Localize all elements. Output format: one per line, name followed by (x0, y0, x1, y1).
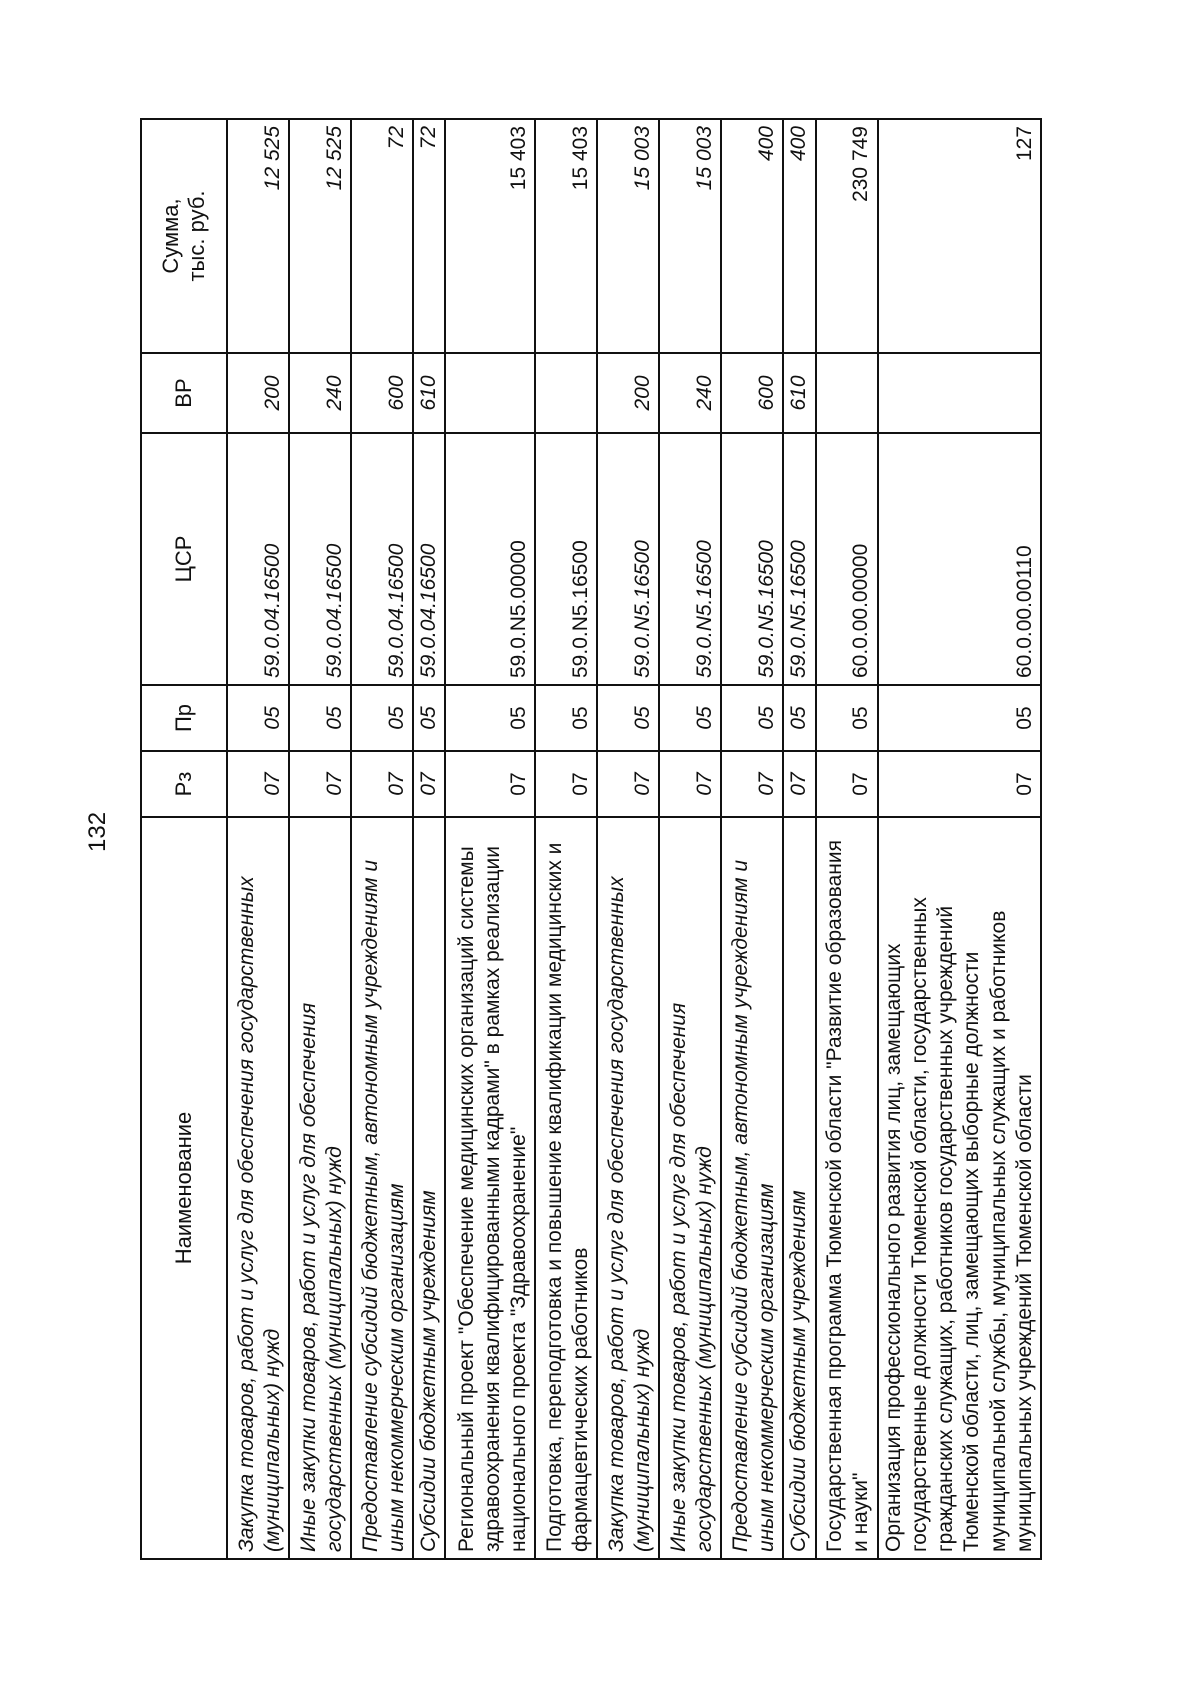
row-csr-cell: 59.0.N5.16500 (659, 433, 721, 685)
header-vr: ВР (141, 353, 227, 433)
row-name-cell: Субсидии бюджетным учреждениям (783, 817, 815, 1559)
row-name-cell: Предоставление субсидий бюджетным, автономным учреждениям и иным некоммерческим организациям (351, 817, 413, 1559)
row-sum-cell: 400 (721, 119, 783, 353)
row-rz-cell: 07 (783, 751, 815, 817)
row-csr-cell: 59.0.04.16500 (413, 433, 445, 685)
header-sum-line2: тыс. руб. (184, 190, 209, 282)
row-vr-cell: 600 (351, 353, 413, 433)
row-csr-cell: 59.0.04.16500 (289, 433, 351, 685)
row-vr-cell: 200 (227, 353, 289, 433)
row-csr-cell: 59.0.04.16500 (351, 433, 413, 685)
row-name-cell: Предоставление субсидий бюджетным, автономным учреждениям и иным некоммерческим организациям (721, 817, 783, 1559)
row-pr-cell: 05 (659, 685, 721, 751)
row-pr-cell: 05 (413, 685, 445, 751)
table-row (413, 119, 445, 1559)
header-csr: ЦСР (141, 433, 227, 685)
table-row (878, 119, 1042, 1559)
header-sum (141, 119, 227, 353)
row-vr-cell: 200 (597, 353, 659, 433)
table-row (659, 119, 721, 1559)
row-sum-cell: 15 403 (535, 119, 597, 353)
row-pr-cell: 05 (351, 685, 413, 751)
row-pr-cell: 05 (597, 685, 659, 751)
row-sum-cell: 127 (878, 119, 1042, 353)
row-vr-cell: 610 (413, 353, 445, 433)
row-sum-cell: 15 003 (659, 119, 721, 353)
table-row (351, 119, 413, 1559)
row-sum-cell: 12 525 (227, 119, 289, 353)
row-csr-cell: 60.0.00.00110 (878, 433, 1042, 685)
row-rz-cell: 07 (878, 751, 1042, 817)
row-pr-cell: 05 (289, 685, 351, 751)
row-rz-cell: 07 (721, 751, 783, 817)
header-name: Наименование (141, 817, 227, 1559)
row-sum-cell: 72 (351, 119, 413, 353)
row-vr-cell: 240 (289, 353, 351, 433)
budget-table (140, 118, 1042, 1560)
table-row (445, 119, 535, 1559)
row-rz-cell: 07 (659, 751, 721, 817)
row-name-cell: Государственная программа Тюменской области "Развитие образования и науки" (816, 817, 878, 1559)
row-csr-cell: 59.0.N5.00000 (445, 433, 535, 685)
row-sum-cell: 12 525 (289, 119, 351, 353)
row-sum-cell: 15 403 (445, 119, 535, 353)
row-pr-cell: 05 (227, 685, 289, 751)
row-rz-cell: 07 (535, 751, 597, 817)
page-number: 132 (84, 811, 111, 852)
row-rz-cell: 07 (351, 751, 413, 817)
row-name-cell: Закупка товаров, работ и услуг для обеспечения государственных (муниципальных) нужд (597, 817, 659, 1559)
row-pr-cell: 05 (878, 685, 1042, 751)
row-sum-cell: 15 003 (597, 119, 659, 353)
table-row (227, 119, 289, 1559)
row-name-cell: Организация профессионального развития лиц, замещающих государственные должности Тюменской области, государственных гражданских служащих, работников государственных учреждений Тюменской области, лиц, замещающих выборные должности муниципальной службы, муниципальных служащих и работников муниципальных учреждений Тюменской области (878, 817, 1042, 1559)
row-sum-cell: 400 (783, 119, 815, 353)
row-name-cell: Иные закупки товаров, работ и услуг для обеспечения государственных (муниципальных) нужд (289, 817, 351, 1559)
row-name-cell: Подготовка, переподготовка и повышение квалификации медицинских и фармацевтических работников (535, 817, 597, 1559)
table-row (816, 119, 878, 1559)
row-vr-cell (878, 353, 1042, 433)
row-name-cell: Закупка товаров, работ и услуг для обеспечения государственных (муниципальных) нужд (227, 817, 289, 1559)
header-row (141, 119, 227, 1559)
row-sum-cell: 230 749 (816, 119, 878, 353)
row-rz-cell: 07 (816, 751, 878, 817)
row-csr-cell: 59.0.N5.16500 (721, 433, 783, 685)
row-name-cell: Региональный проект "Обеспечение медицинских организаций системы здравоохранения квалифицированными кадрами" в рамках реализации национального проекта "Здравоохранение" (445, 817, 535, 1559)
row-vr-cell (535, 353, 597, 433)
row-rz-cell: 07 (413, 751, 445, 817)
row-sum-cell: 72 (413, 119, 445, 353)
header-pr: Пр (141, 685, 227, 751)
table-row (535, 119, 597, 1559)
table-row (783, 119, 815, 1559)
row-pr-cell: 05 (783, 685, 815, 751)
row-rz-cell: 07 (289, 751, 351, 817)
row-pr-cell: 05 (445, 685, 535, 751)
row-vr-cell (445, 353, 535, 433)
row-vr-cell: 610 (783, 353, 815, 433)
row-csr-cell: 59.0.N5.16500 (783, 433, 815, 685)
header-sum-line1: Сумма, (157, 198, 183, 274)
table-row (597, 119, 659, 1559)
row-rz-cell: 07 (227, 751, 289, 817)
row-csr-cell: 59.0.N5.16500 (535, 433, 597, 685)
row-rz-cell: 07 (597, 751, 659, 817)
row-csr-cell: 60.0.00.00000 (816, 433, 878, 685)
row-pr-cell: 05 (721, 685, 783, 751)
row-name-cell: Субсидии бюджетным учреждениям (413, 817, 445, 1559)
header-rz: Рз (141, 751, 227, 817)
row-csr-cell: 59.0.04.16500 (227, 433, 289, 685)
row-pr-cell: 05 (816, 685, 878, 751)
row-pr-cell: 05 (535, 685, 597, 751)
rotated-budget-table (140, 120, 1040, 1560)
row-vr-cell: 600 (721, 353, 783, 433)
table-row (289, 119, 351, 1559)
row-name-cell: Иные закупки товаров, работ и услуг для обеспечения государственных (муниципальных) нужд (659, 817, 721, 1559)
row-rz-cell: 07 (445, 751, 535, 817)
table-row (721, 119, 783, 1559)
row-vr-cell (816, 353, 878, 433)
row-vr-cell: 240 (659, 353, 721, 433)
row-csr-cell: 59.0.N5.16500 (597, 433, 659, 685)
